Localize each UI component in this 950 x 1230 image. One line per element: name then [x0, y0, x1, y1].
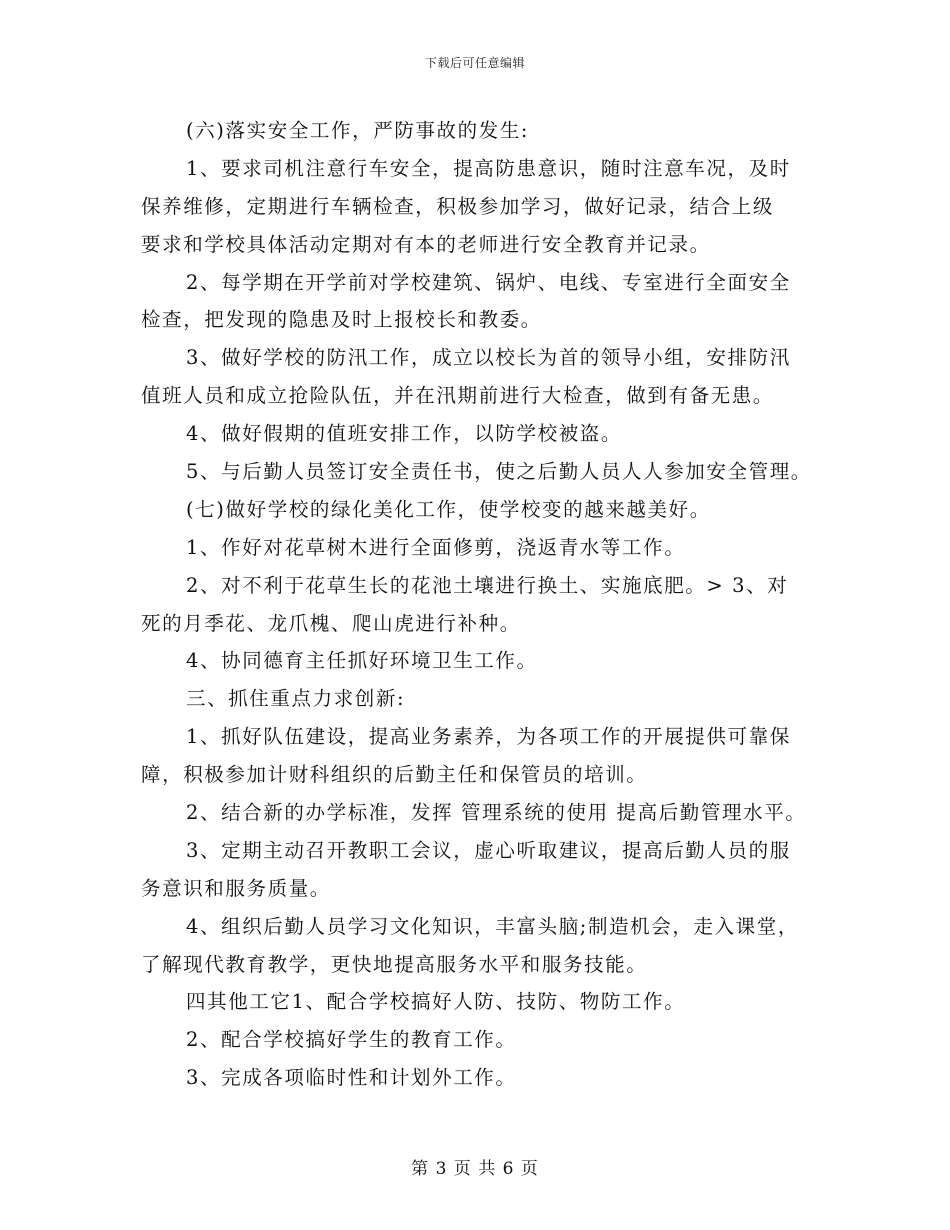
text-line: 了解现代教育教学，更快地提高服务水平和服务技能。 [141, 952, 648, 976]
text-line: 三、抓住重点力求创新: [186, 687, 406, 711]
text-line: (六)落实安全工作，严防事故的发生: [186, 119, 530, 142]
text-line: 5、与后勤人员签订安全责任书，使之后勤人员人人参加安全管理。 [186, 460, 812, 484]
document-body [141, 112, 821, 1097]
text-line: 四其他工它1、配合学校搞好人防、技防、物防工作。 [186, 990, 686, 1014]
text-line: 障，积极参加计财科组织的后勤主任和保管员的培训。 [141, 763, 648, 787]
text-line: 死的月季花、龙爪槐、爬山虎进行补种。 [141, 611, 521, 635]
text-line: 要求和学校具体活动定期对有本的老师进行安全教育并记录。 [141, 232, 711, 256]
page-footer: 第 3 页 共 6 页 [411, 1159, 539, 1179]
text-line: 3、定期主动召开教职工会议，虚心听取建议，提高后勤人员的服 [186, 838, 791, 862]
text-line: 3、完成各项临时性和计划外工作。 [186, 1066, 517, 1090]
text-line: 检查，把发现的隐患及时上报校长和教委。 [141, 308, 542, 332]
text-line: 2、每学期在开学前对学校建筑、锅炉、电线、专室进行全面安全 [186, 270, 791, 294]
text-line: 值班人员和成立抢险队伍，并在汛期前进行大检查，做到有备无患。 [141, 384, 775, 408]
text-line: 4、协同德育主任抓好环境卫生工作。 [186, 649, 538, 673]
text-line: 1、作好对花草树木进行全面修剪，浇返青水等工作。 [186, 535, 686, 559]
text-line: 2、结合新的办学标准，发挥 管理系统的使用 提高后勤管理水平。 [186, 801, 807, 825]
text-line: 2、配合学校搞好学生的教育工作。 [186, 1028, 517, 1052]
text-line: 4、做好假期的值班安排工作，以防学校被盗。 [186, 422, 623, 446]
text-line: 2、对不利于花草生长的花池土壤进行换土、实施底肥。> 3、对 [186, 573, 789, 597]
text-line: (七)做好学校的绿化美化工作，使学校变的越来越美好。 [186, 497, 711, 521]
text-line: 4、组织后勤人员学习文化知识，丰富头脑;制造机会，走入课堂， [186, 914, 799, 938]
text-line: 1、抓好队伍建设，提高业务素养，为各项工作的开展提供可靠保 [186, 725, 791, 749]
text-line: 务意识和服务质量。 [141, 876, 331, 900]
text-line: 1、要求司机注意行车安全，提高防患意识，随时注意车况，及时 [186, 156, 791, 180]
text-line: 3、做好学校的防汛工作，成立以校长为首的领导小组，安排防汛 [186, 346, 791, 370]
text-line: 保养维修，定期进行车辆检查，积极参加学习，做好记录，结合上级 [141, 194, 775, 218]
page-header: 下载后可任意编辑 [424, 56, 525, 70]
